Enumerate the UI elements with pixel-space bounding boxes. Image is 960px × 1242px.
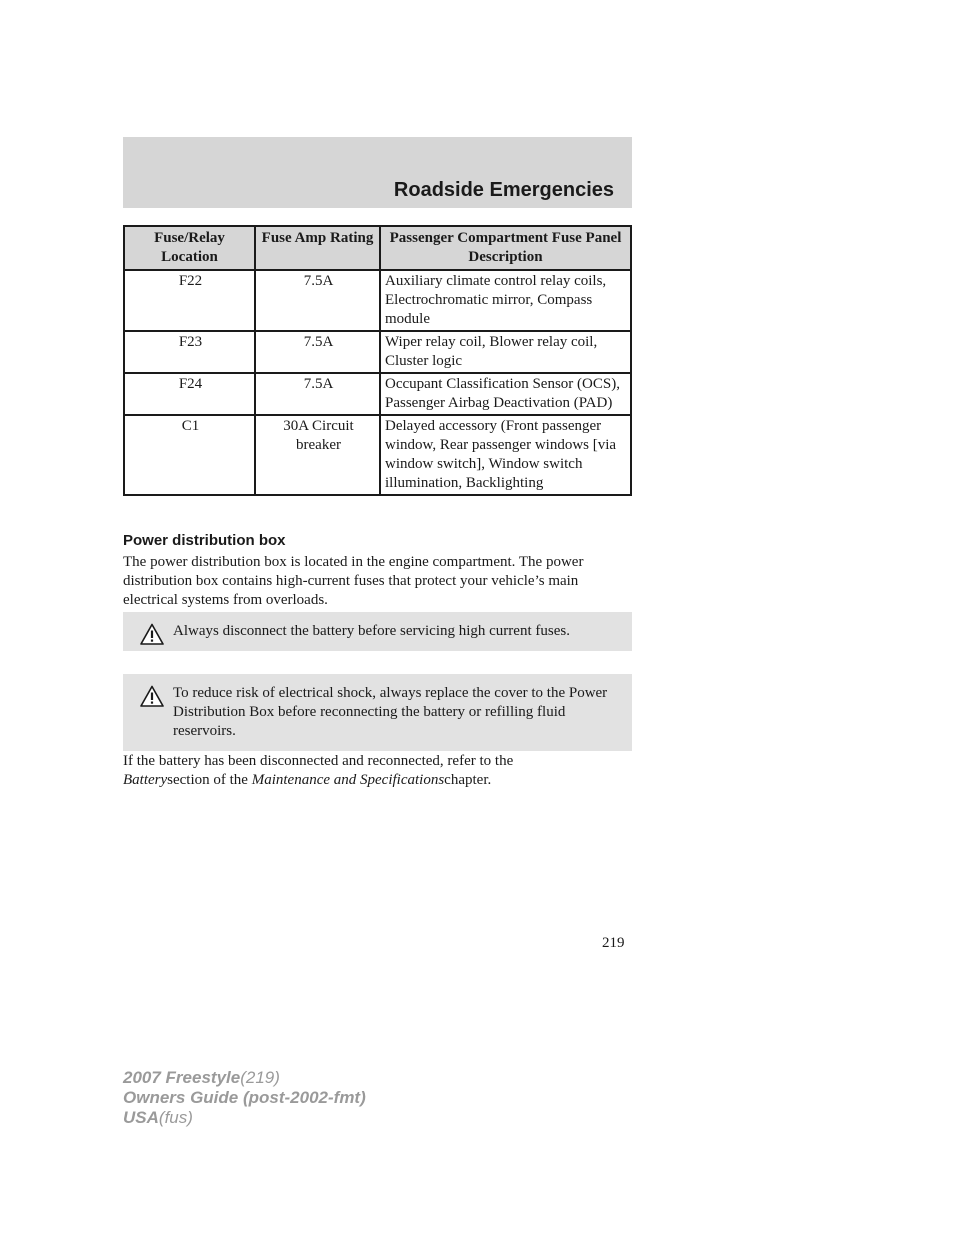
chapter-header-band [123,137,632,208]
document-footer [123,1068,366,1128]
closing-text-pre: If the battery has been disconnected and reconnected, refer to the [123,753,514,769]
table-row [124,415,631,495]
footer-model-page: (219) [240,1068,280,1087]
cell-description: Wiper relay coil, Blower relay coil, Cluster logic [380,331,631,373]
table-row [124,270,631,331]
cell-location: F23 [124,331,255,373]
section-heading: Power distribution box [123,532,286,549]
table-row [124,373,631,415]
page-number: 219 [602,935,625,951]
cell-amp-rating: 7.5A [255,373,380,415]
cell-description: Auxiliary climate control relay coils, Electrochromatic mirror, Compass module [380,270,631,331]
cell-location: F22 [124,270,255,331]
cell-description: Delayed accessory (Front passenger window, Rear passenger windows [via window switch], Window switch illumination, Backlighting [380,415,631,495]
chapter-title: Roadside Emergencies [393,179,614,201]
column-header-amp-rating: Fuse Amp Rating [255,226,380,270]
table-row [124,331,631,373]
cell-location: C1 [124,415,255,495]
footer-guide: Owners Guide (post-2002-fmt) [123,1088,366,1107]
footer-model: 2007 Freestyle [123,1068,241,1087]
closing-paragraph [123,752,628,790]
warning-text-1: Always disconnect the battery before servicing high current fuses. [173,623,570,639]
warning-text-2: To reduce risk of electrical shock, always replace the cover to the Power Distribution Box before reconnecting the battery or refilling fluid reservoirs. [173,685,608,739]
cell-amp-rating: 7.5A [255,331,380,373]
cell-description: Occupant Classification Sensor (OCS), Passenger Airbag Deactivation (PAD) [380,373,631,415]
closing-text-post: chapter. [444,772,492,788]
fuse-table [123,225,632,496]
cell-amp-rating: 7.5A [255,270,380,331]
column-header-description: Passenger Compartment Fuse Panel Description [380,226,631,270]
warning-box-1 [123,612,632,651]
table-header-row [124,226,631,270]
battery-reference: Battery [123,772,168,788]
warning-triangle-icon [140,623,164,645]
footer-region: USA [123,1108,159,1127]
cell-location: F24 [124,373,255,415]
warning-box-2 [123,674,632,751]
warning-triangle-icon [140,685,164,707]
maintenance-chapter-reference: Maintenance and Specifications [251,772,445,788]
cell-amp-rating: 30A Circuit breaker [255,415,380,495]
footer-region-code: (fus) [158,1108,193,1127]
closing-text-mid: section of the [167,772,248,788]
column-header-location: Fuse/Relay Location [124,226,255,270]
intro-paragraph: The power distribution box is located in the engine compartment. The power distribution box contains high-current fuses that protect your vehicle’s main electrical systems from overloads. [123,554,584,608]
